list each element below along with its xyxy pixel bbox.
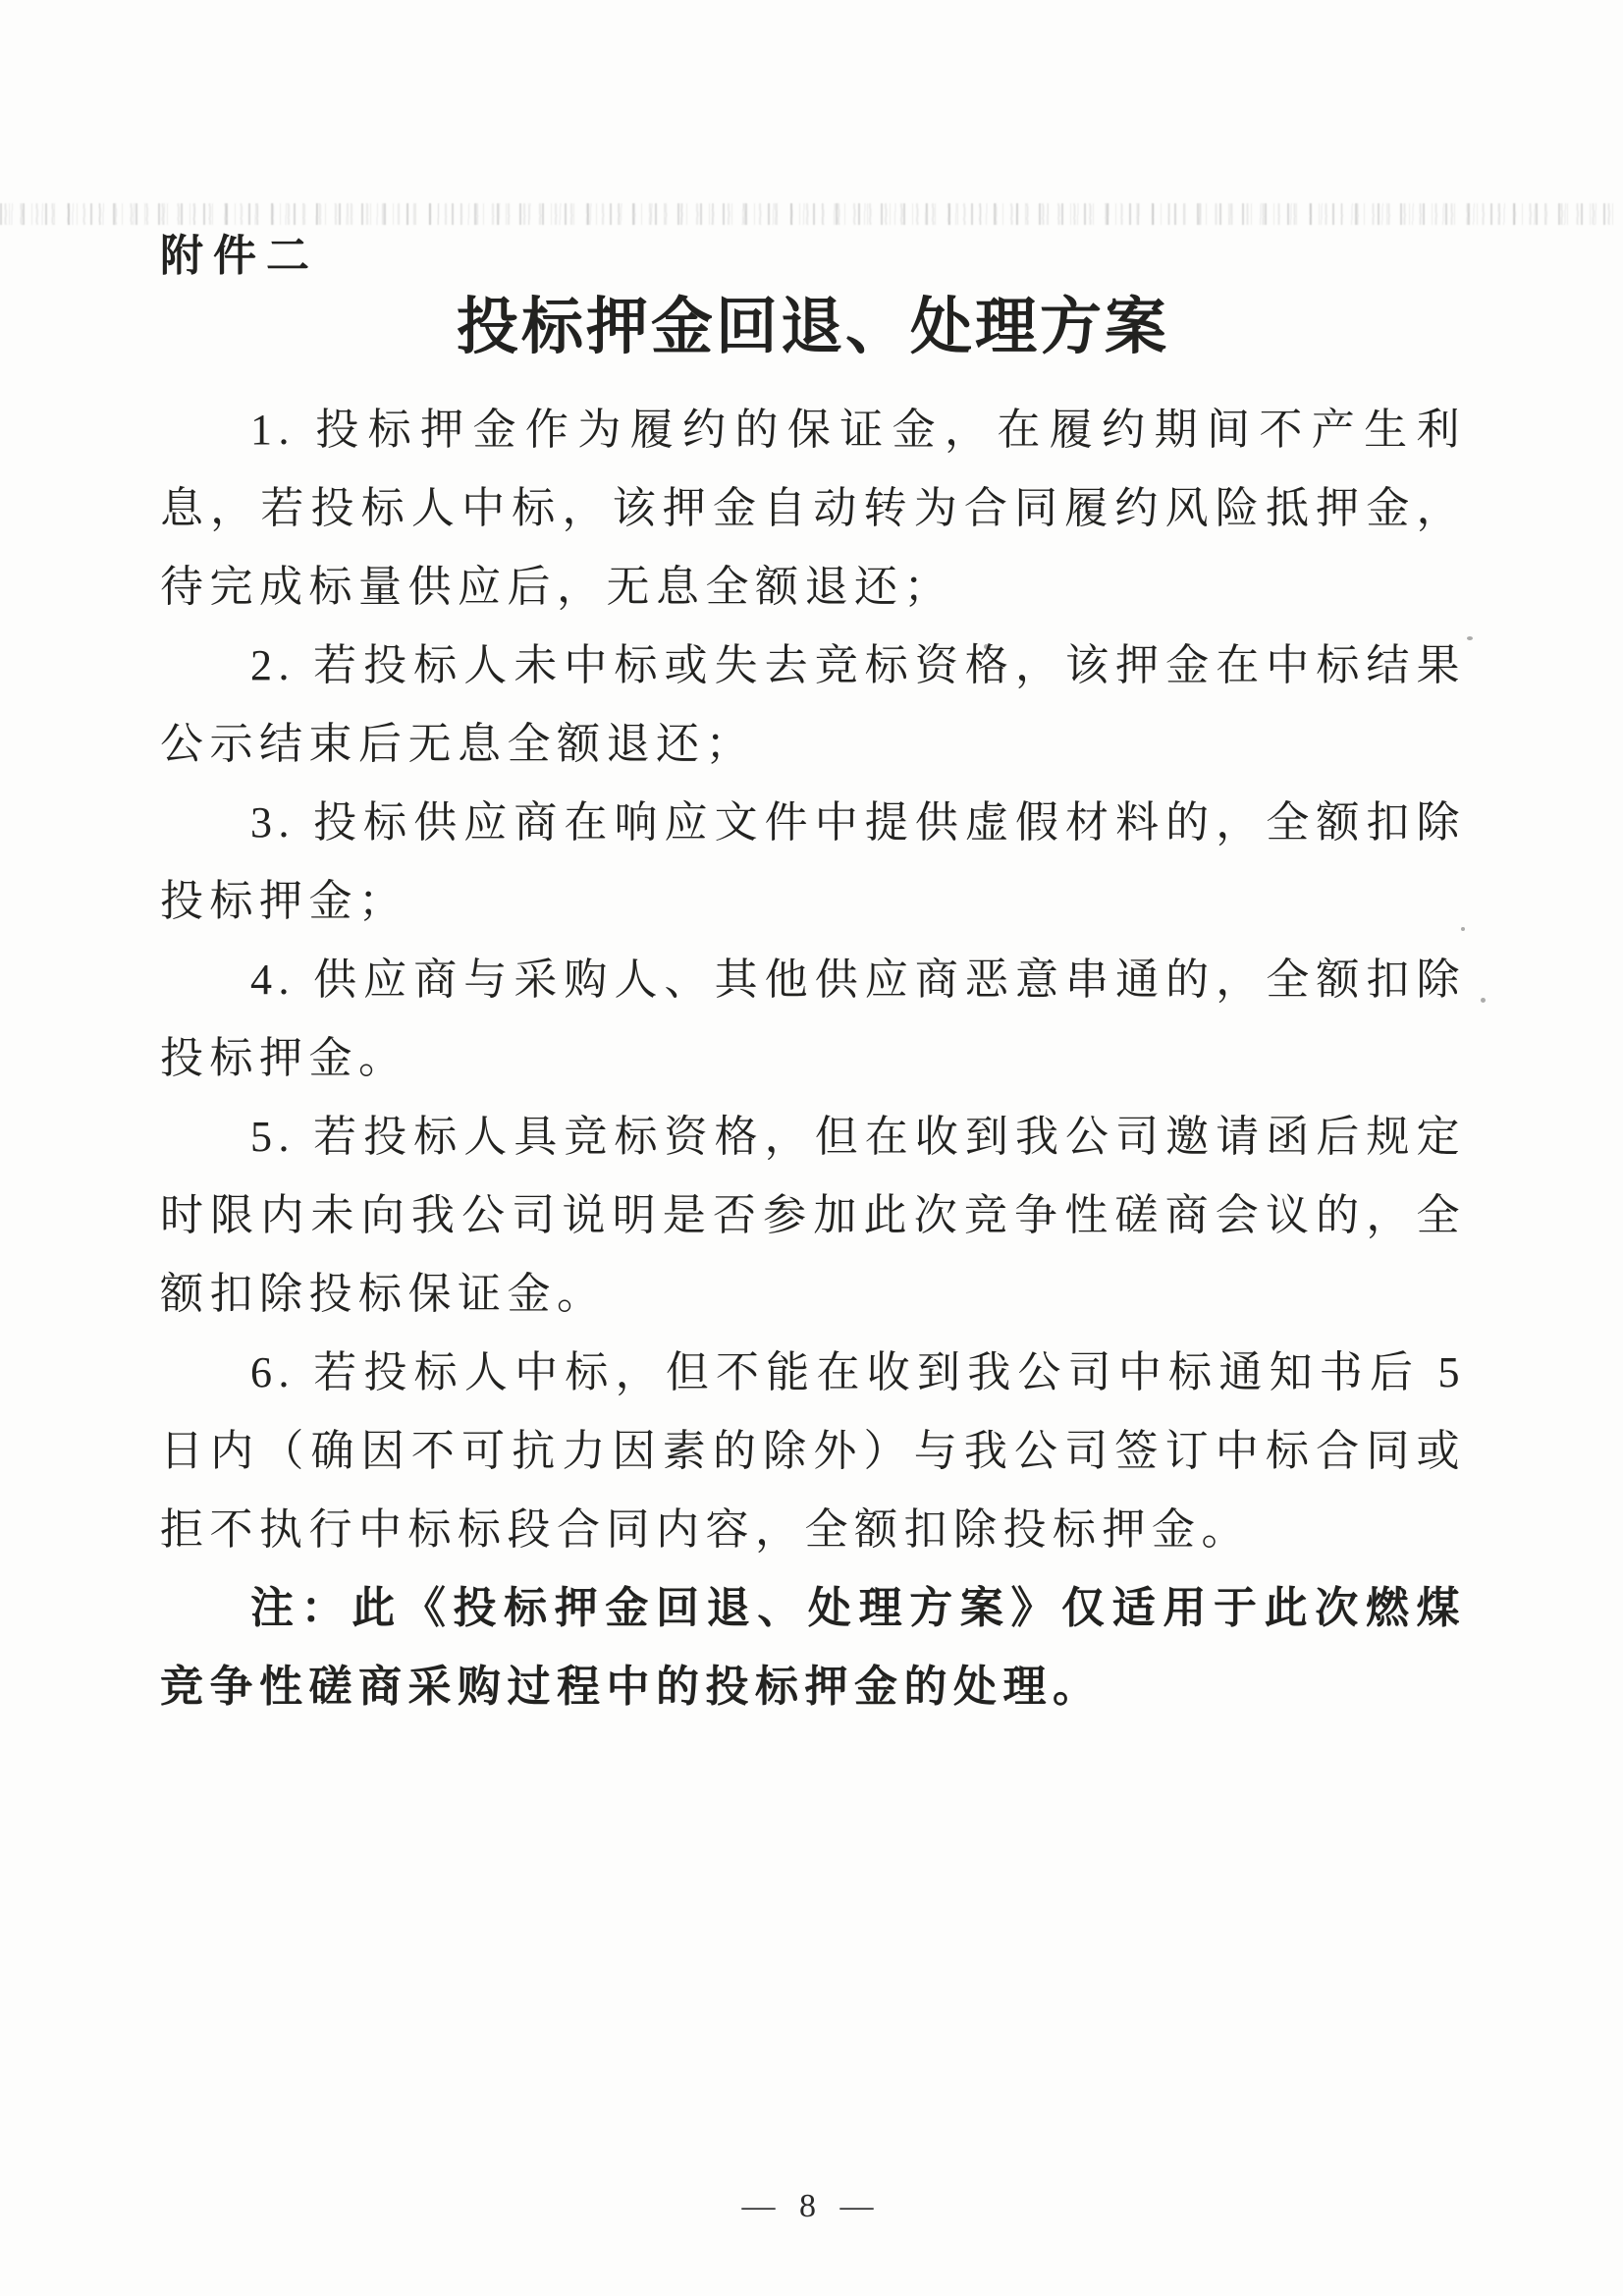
- paragraph-1: 1. 投标押金作为履约的保证金，在履约期间不产生利息，若投标人中标，该押金自动转为合同履约风险抵押金，待完成标量供应后，无息全额退还；: [160, 406, 1466, 611]
- scan-speck: [1481, 998, 1486, 1003]
- scan-speck: [1467, 636, 1473, 640]
- paragraph-2: 2. 若投标人未中标或失去竞标资格，该押金在中标结果公示结束后无息全额退还；: [160, 641, 1466, 768]
- paragraph-4: 4. 供应商与采购人、其他供应商恶意串通的，全额扣除投标押金。: [160, 956, 1466, 1082]
- document-title: 投标押金回退、处理方案: [457, 293, 1169, 361]
- paragraph-6: 6. 若投标人中标，但不能在收到我公司中标通知书后 5 日内（确因不可抗力因素的除外）与我公司签订中标合同或拒不执行中标标段合同内容，全额扣除投标押金。: [160, 1348, 1466, 1554]
- paragraph-3: 3. 投标供应商在响应文件中提供虚假材料的，全额扣除投标押金；: [160, 798, 1466, 925]
- attachment-label: 附件二: [160, 232, 319, 280]
- page-number: — 8 —: [741, 2188, 882, 2224]
- document-body: [160, 391, 1466, 1726]
- note-paragraph: 注：此《投标押金回退、处理方案》仅适用于此次燃煤竞争性磋商采购过程中的投标押金的处理。: [160, 1584, 1466, 1711]
- paragraph-5: 5. 若投标人具竞标资格，但在收到我公司邀请函后规定时限内未向我公司说明是否参加此次竞争性磋商会议的，全额扣除投标保证金。: [160, 1113, 1466, 1318]
